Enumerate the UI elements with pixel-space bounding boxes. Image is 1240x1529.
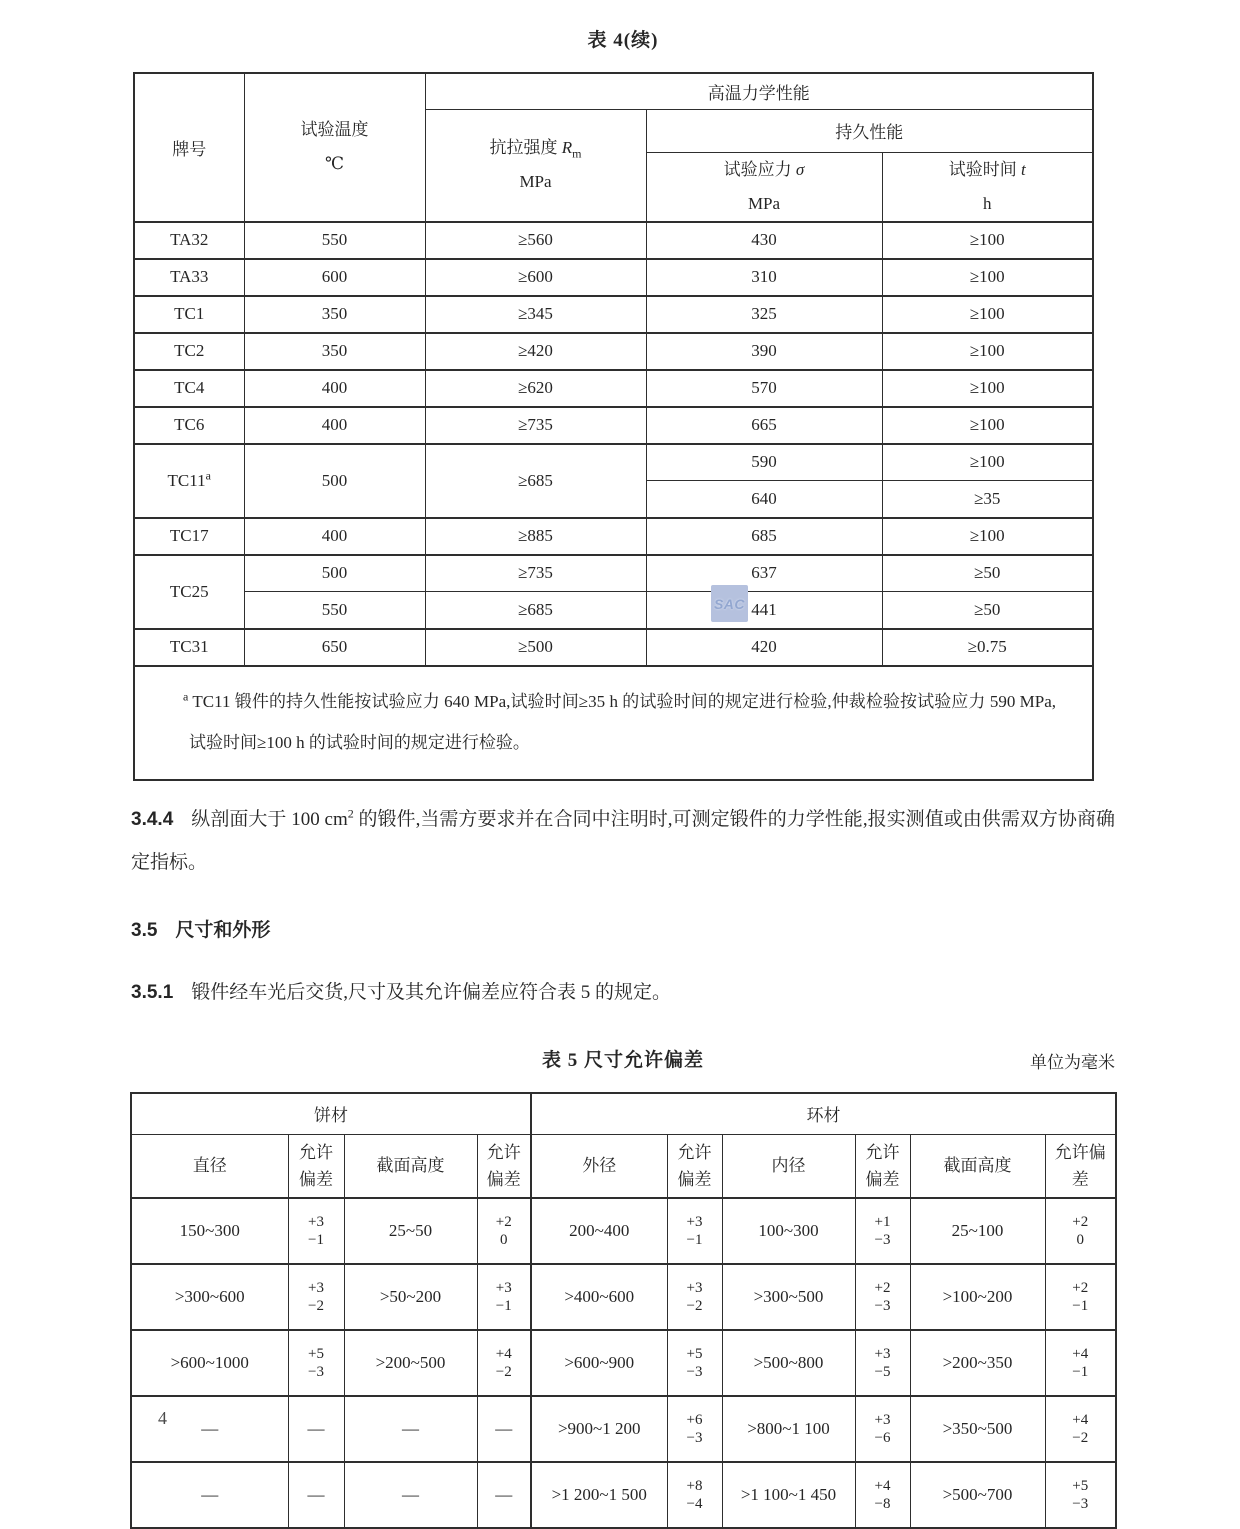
tolerance-minus: −1 [1072,1363,1089,1380]
tolerance-minus: −1 [495,1297,512,1314]
t4-tensile-text: 抗拉强度 [489,138,562,157]
tolerance-plus: +8 [686,1477,703,1494]
tolerance-plus: +3 [686,1279,703,1296]
t5-ring-section-height-cell: >500~700 [910,1462,1045,1528]
t5-tolerance-cell [855,1198,910,1264]
t5-col-section-height: 截面高度 [344,1135,477,1198]
t4-col-tensile [425,109,646,222]
t4-time-cell: ≥0.75 [882,629,1093,666]
t4-stress-cell: 325 [646,296,882,333]
t5-col-tolerance: 允许偏差 [855,1135,910,1198]
superscript-2: 2 [347,806,354,821]
table4-header-row1 [134,73,1093,109]
t5-tolerance-cell: — [477,1396,531,1462]
t4-grade-cell: TC2 [134,333,244,370]
t4-tensile-label [430,131,642,165]
table-row [134,333,1093,370]
table5-group-row [131,1093,1116,1135]
t4-temp-cell: 400 [244,518,425,555]
t5-diameter-cell: >300~600 [131,1264,288,1330]
t4-rm-cell: ≥500 [425,629,646,666]
table4-caption: 表 4(续) [587,30,659,51]
t4-rm-cell: ≥600 [425,259,646,296]
tolerance-plus: +3 [308,1279,324,1296]
tolerance-plus: +6 [686,1411,703,1428]
t4-rm-cell: ≥345 [425,296,646,333]
table5-caption: 表 5 尺寸允许偏差 [541,1049,704,1071]
t4-time-cell: ≥100 [882,296,1093,333]
t4-tensile-symbol: R [561,138,573,157]
t4-grade-cell: TC31 [134,629,244,666]
t4-stress-cell: 420 [646,629,882,666]
t4-stress-unit: MPa [747,193,781,213]
t5-group-ring: 环材 [531,1093,1116,1135]
tolerance-plus: +3 [874,1345,891,1362]
t4-stress-text: 试验应力 [723,159,796,179]
t4-temp-cell: 350 [244,296,425,333]
footnote-text: TC11 锻件的持久性能按试验应力 640 MPa,试验时间≥35 h 的试验时间的规定进行检验,仲裁检验按试验应力 590 MPa,试验时间≥100 h 的试验时间的规定进行检验。 [188,691,1057,752]
tolerance-minus: −1 [686,1231,703,1248]
t4-time-symbol: t [1021,159,1026,179]
t5-tolerance-cell [855,1396,910,1462]
t5-tolerance-cell [1045,1396,1116,1462]
t5-tolerance-cell: — [288,1462,344,1528]
t4-stress-cell: 570 [646,370,882,407]
t5-tolerance-cell [1045,1264,1116,1330]
t5-col-inner-diameter: 内径 [722,1135,855,1198]
t4-time-cell: ≥50 [882,555,1093,592]
sac-watermark: SAC [711,585,748,622]
t4-time-cell: ≥100 [882,444,1093,481]
tolerance-minus: −6 [874,1429,891,1446]
t4-grade-cell: TA32 [134,222,244,259]
t4-stress-cell: 310 [646,259,882,296]
table-row [134,518,1093,555]
t4-time-unit: h [983,193,992,213]
table-row [134,592,1093,629]
table-row [134,629,1093,666]
t5-ring-section-height-cell: >200~350 [910,1330,1045,1396]
t5-tolerance-cell [855,1264,910,1330]
t4-stress-cell: 665 [646,407,882,444]
t5-tolerance-cell [1045,1462,1116,1528]
tolerance-minus: −1 [308,1231,324,1248]
table5-unit-note: 单位为毫米 [1030,1052,1115,1072]
t5-tolerance-cell [855,1330,910,1396]
tolerance-minus: −3 [308,1363,324,1380]
t4-stress-cell: 637 [646,555,882,592]
tolerance-minus: −3 [686,1429,703,1446]
tolerance-plus: +5 [1072,1477,1089,1494]
t5-outer-diameter-cell: >400~600 [531,1264,667,1330]
tolerance-plus: +4 [1072,1411,1089,1428]
tolerance-minus: 0 [1076,1231,1085,1248]
t4-rm-cell: ≥420 [425,333,646,370]
table-row [134,296,1093,333]
t4-tensile-unit: MPa [519,172,552,191]
t4-temp-cell: 400 [244,407,425,444]
t5-tolerance-cell [855,1462,910,1528]
t5-tolerance-cell [477,1330,531,1396]
table4-footnote [175,681,1056,763]
t5-tolerance-cell [288,1198,344,1264]
t5-tolerance-cell [288,1330,344,1396]
t4-rm-cell: ≥885 [425,518,646,555]
tolerance-minus: 0 [500,1231,508,1248]
t5-tolerance-cell [477,1198,531,1264]
t5-tolerance-cell [288,1264,344,1330]
table-row [131,1330,1116,1396]
t4-temp-cell: 400 [244,370,425,407]
table4-high-temp-properties [133,72,1094,781]
clause-3-5-1 [131,971,1115,1014]
t4-stress-label [651,153,878,187]
t4-temp-unit: ℃ [324,154,345,174]
t5-group-disc: 饼材 [131,1093,531,1135]
t4-temp-cell: 500 [244,555,425,592]
t5-inner-diameter-cell: >800~1 100 [722,1396,855,1462]
t4-col-grade: 牌号 [134,73,244,222]
tolerance-minus: −3 [686,1363,703,1380]
clause-text: 锻件经车光后交货,尺寸及其允许偏差应符合表 5 的规定。 [191,981,672,1003]
t4-group-high-temp: 高温力学性能 [425,73,1093,109]
tolerance-minus: −3 [874,1231,891,1248]
t4-stress-symbol: σ [795,159,805,179]
t4-tensile-subscript: m [572,146,582,161]
t4-temp-cell: 350 [244,333,425,370]
t5-tolerance-cell [477,1264,531,1330]
t4-grade-footnote-marker: a [205,467,211,482]
footnote-marker: a [183,688,189,703]
table-row [131,1198,1116,1264]
clause-text-1: 纵剖面大于 100 cm [191,808,348,830]
t5-ring-section-height-cell: >350~500 [910,1396,1045,1462]
t4-grade-cell: TC17 [134,518,244,555]
t5-inner-diameter-cell: 100~300 [722,1198,855,1264]
t5-ring-section-height-cell: 25~100 [910,1198,1045,1264]
t5-tolerance-cell [667,1198,722,1264]
t4-grade-text: TC11 [167,470,206,490]
t4-temp-cell: 500 [244,444,425,518]
tolerance-minus: −8 [874,1495,891,1512]
tolerance-minus: −2 [308,1297,324,1314]
t5-section-height-cell: — [344,1462,477,1528]
t4-temp-label: 试验温度 [300,120,369,140]
t4-col-stress [646,152,882,222]
t5-tolerance-cell: — [288,1396,344,1462]
t5-diameter-cell: — [131,1396,288,1462]
table5-caption-row [131,1045,1115,1075]
t5-col-tolerance: 允许偏差 [1045,1135,1116,1198]
t5-col-tolerance: 允许偏差 [288,1135,344,1198]
t5-outer-diameter-cell: 200~400 [531,1198,667,1264]
t4-time-cell: ≥50 [882,592,1093,629]
t4-stress-cell: 590 [646,444,882,481]
tolerance-minus: −2 [686,1297,703,1314]
tolerance-minus: −3 [874,1297,891,1314]
tolerance-plus: +2 [874,1279,891,1296]
t5-diameter-cell: >600~1000 [131,1330,288,1396]
t4-grade-cell: TC6 [134,407,244,444]
tolerance-plus: +3 [308,1213,324,1230]
t4-time-cell: ≥100 [882,222,1093,259]
page-number: 4 [158,1408,167,1428]
table-row [134,259,1093,296]
tolerance-plus: +5 [308,1345,324,1362]
t5-inner-diameter-cell: >1 100~1 450 [722,1462,855,1528]
t5-inner-diameter-cell: >500~800 [722,1330,855,1396]
table-row [134,407,1093,444]
t4-stress-cell: 390 [646,333,882,370]
t4-stress-cell: 430 [646,222,882,259]
table4-footnote-row [134,666,1093,780]
clause-number: 3.5.1 [131,981,174,1003]
tolerance-minus: −2 [495,1363,512,1380]
t4-time-cell: ≥35 [882,481,1093,518]
t5-col-diameter: 直径 [131,1135,288,1198]
clause-3-4-4 [131,798,1115,884]
t5-tolerance-cell [667,1462,722,1528]
tolerance-minus: −4 [686,1495,703,1512]
t4-temp-cell: 550 [244,222,425,259]
t4-time-cell: ≥100 [882,518,1093,555]
table-row [131,1264,1116,1330]
t5-section-height-cell: >200~500 [344,1330,477,1396]
t4-rm-cell: ≥620 [425,370,646,407]
t5-section-height-cell: >50~200 [344,1264,477,1330]
t4-rm-cell: ≥685 [425,592,646,629]
t4-time-cell: ≥100 [882,407,1093,444]
t4-time-cell: ≥100 [882,259,1093,296]
t4-time-text: 试验时间 [948,159,1022,179]
t4-stress-cell: 640 [646,481,882,518]
t5-diameter-cell: — [131,1462,288,1528]
heading-text: 尺寸和外形 [175,919,271,941]
clause-number: 3.5 [131,919,158,941]
t4-time-label [887,153,1089,187]
t5-col-section-height: 截面高度 [910,1135,1045,1198]
t5-tolerance-cell [667,1264,722,1330]
t5-outer-diameter-cell: >900~1 200 [531,1396,667,1462]
t4-rm-cell: ≥560 [425,222,646,259]
clause-text-2: 的锻件,当需方要求并在合同中注明时,可测定锻件的力学性能,报实测值或由供需双方协商确定指标。 [131,808,1115,873]
table-row [134,370,1093,407]
t4-stress-cell: 441 [646,592,882,629]
t5-outer-diameter-cell: >600~900 [531,1330,667,1396]
t5-section-height-cell: 25~50 [344,1198,477,1264]
t5-tolerance-cell [1045,1330,1116,1396]
table-row [134,444,1093,481]
t4-grade-cell: TC25 [134,555,244,629]
tolerance-plus: +2 [1072,1213,1089,1230]
clause-number: 3.4.4 [131,808,174,830]
t4-time-cell: ≥100 [882,333,1093,370]
tolerance-plus: +2 [1072,1279,1089,1296]
tolerance-plus: +2 [495,1213,512,1230]
table-row [131,1396,1116,1462]
t5-diameter-cell: 150~300 [131,1198,288,1264]
t4-rm-cell: ≥685 [425,444,646,518]
t5-outer-diameter-cell: >1 200~1 500 [531,1462,667,1528]
t5-col-tolerance: 允许偏差 [667,1135,722,1198]
tolerance-plus: +4 [874,1477,891,1494]
tolerance-plus: +3 [874,1411,891,1428]
table-row [134,555,1093,592]
t4-col-time [882,152,1093,222]
t4-grade-cell: TA33 [134,259,244,296]
t5-tolerance-cell: — [477,1462,531,1528]
tolerance-minus: −1 [1072,1297,1089,1314]
table5-header-row [131,1135,1116,1198]
tolerance-minus: −2 [1072,1429,1089,1446]
t4-rm-cell: ≥735 [425,555,646,592]
t5-col-outer-diameter: 外径 [531,1135,667,1198]
t5-tolerance-cell [1045,1198,1116,1264]
tolerance-plus: +1 [874,1213,891,1230]
t4-time-cell: ≥100 [882,370,1093,407]
t5-col-tolerance: 允许偏差 [477,1135,531,1198]
t4-grade-cell [134,444,244,518]
tolerance-plus: +4 [1072,1345,1089,1362]
t4-stress-cell: 685 [646,518,882,555]
tolerance-plus: +3 [495,1279,512,1296]
table-row [134,222,1093,259]
tolerance-plus: +4 [495,1345,512,1362]
tolerance-minus: −5 [874,1363,891,1380]
t4-group-endurance: 持久性能 [646,109,1093,152]
t4-rm-cell: ≥735 [425,407,646,444]
tolerance-minus: −3 [1072,1495,1089,1512]
clause-3-5-heading [131,915,1115,942]
t4-temp-cell: 550 [244,592,425,629]
t5-section-height-cell: — [344,1396,477,1462]
table-row [131,1462,1116,1528]
t5-tolerance-cell [667,1396,722,1462]
t5-ring-section-height-cell: >100~200 [910,1264,1045,1330]
t5-inner-diameter-cell: >300~500 [722,1264,855,1330]
t4-grade-cell: TC4 [134,370,244,407]
table5-dimension-tolerances [130,1092,1117,1529]
t4-footnote-cell [134,666,1093,780]
t4-temp-cell: 650 [244,629,425,666]
tolerance-plus: +3 [686,1213,703,1230]
tolerance-plus: +5 [686,1345,703,1362]
t4-col-temp [244,73,425,222]
t5-tolerance-cell [667,1330,722,1396]
t4-grade-cell: TC1 [134,296,244,333]
t4-temp-cell: 600 [244,259,425,296]
